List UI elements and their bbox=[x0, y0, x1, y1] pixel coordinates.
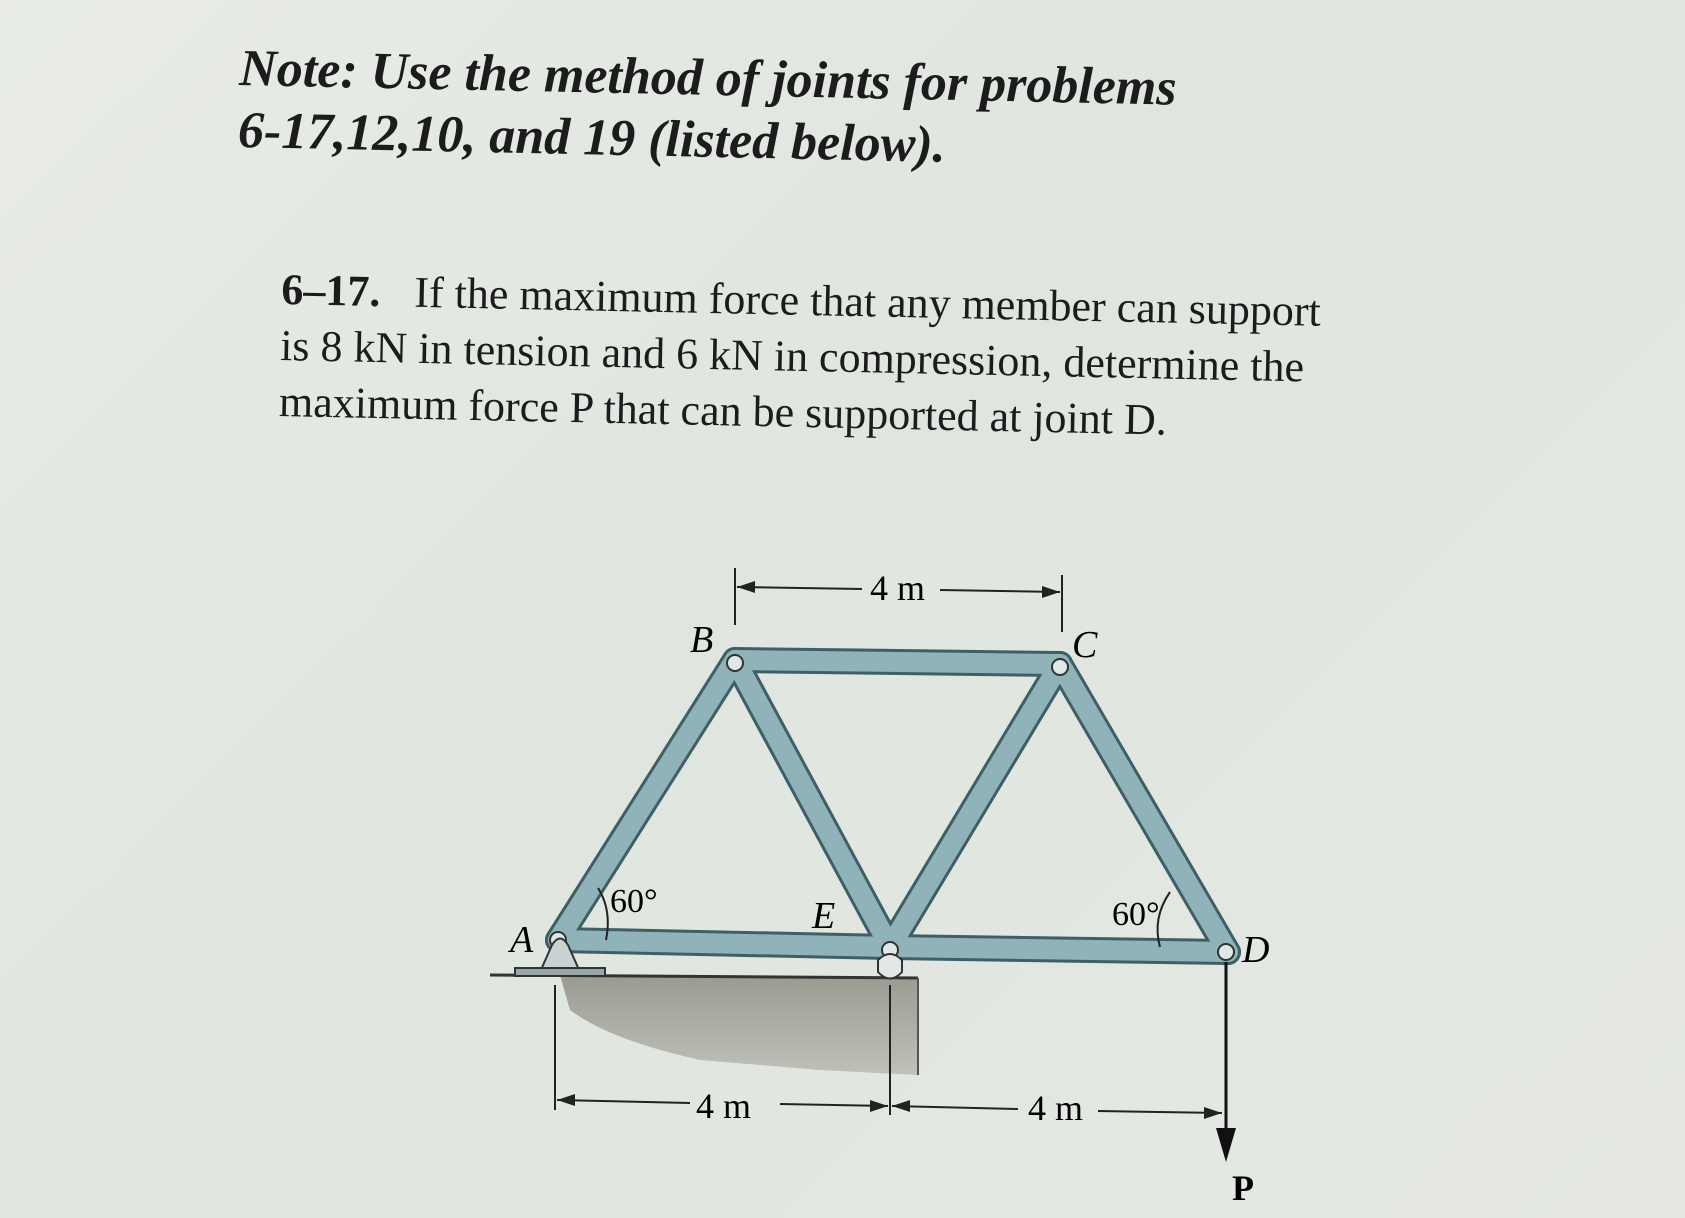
angle-label-d: 60° bbox=[1112, 896, 1160, 933]
joint-label-e: E bbox=[812, 895, 836, 937]
note-line-2: 6-17,12,10, and 19 (listed below). bbox=[237, 101, 947, 174]
dim-top-arrow-right bbox=[1042, 586, 1060, 598]
pin-d bbox=[1218, 944, 1234, 960]
dim-bottom-right-line-b bbox=[1098, 1111, 1222, 1113]
joint-label-b: B bbox=[690, 619, 714, 661]
support-e-roller bbox=[878, 954, 902, 979]
load-arrow-head bbox=[1216, 1128, 1236, 1162]
dim-bottom-left-label: 4 m bbox=[696, 1086, 752, 1126]
dim-top-arrow-left bbox=[737, 581, 755, 593]
dim-top-line-left bbox=[737, 587, 862, 589]
dim-bottom-left-arrow-e bbox=[870, 1100, 888, 1112]
joint-label-a: A bbox=[510, 919, 534, 961]
ground-shading bbox=[560, 975, 918, 1075]
dim-top-label: 4 m bbox=[870, 568, 926, 608]
support-a-base bbox=[515, 968, 605, 976]
dim-bottom-left-arrow-a bbox=[557, 1094, 575, 1106]
member-ae bbox=[558, 940, 890, 947]
member-bc bbox=[735, 660, 1060, 664]
angle-label-a: 60° bbox=[610, 883, 658, 920]
dim-bottom-right-line-a bbox=[892, 1106, 1018, 1109]
pin-c bbox=[1052, 659, 1068, 675]
pin-b bbox=[727, 655, 743, 671]
joint-label-d: D bbox=[1242, 929, 1270, 971]
joint-label-c: C bbox=[1072, 624, 1098, 666]
member-ed bbox=[890, 947, 1228, 952]
dim-bottom-right-arrow-e bbox=[892, 1100, 910, 1112]
problem-line-3: maximum force P that can be supported at joint D. bbox=[278, 376, 1168, 445]
problem-line-1-text: If the maximum force that any member can support bbox=[413, 267, 1322, 336]
problem-line-2: is 8 kN in tension and 6 kN in compression, determine the bbox=[279, 320, 1305, 392]
dim-bottom-left-line-a bbox=[557, 1100, 690, 1103]
dim-bottom-right-label: 4 m bbox=[1028, 1088, 1084, 1128]
dim-bottom-right-arrow-d bbox=[1204, 1107, 1222, 1119]
member-ce bbox=[890, 664, 1060, 947]
problem-number: 6–17. bbox=[280, 264, 381, 317]
load-label: P bbox=[1232, 1168, 1254, 1208]
note-line-1: Note: Use the method of joints for problems bbox=[238, 39, 1178, 117]
